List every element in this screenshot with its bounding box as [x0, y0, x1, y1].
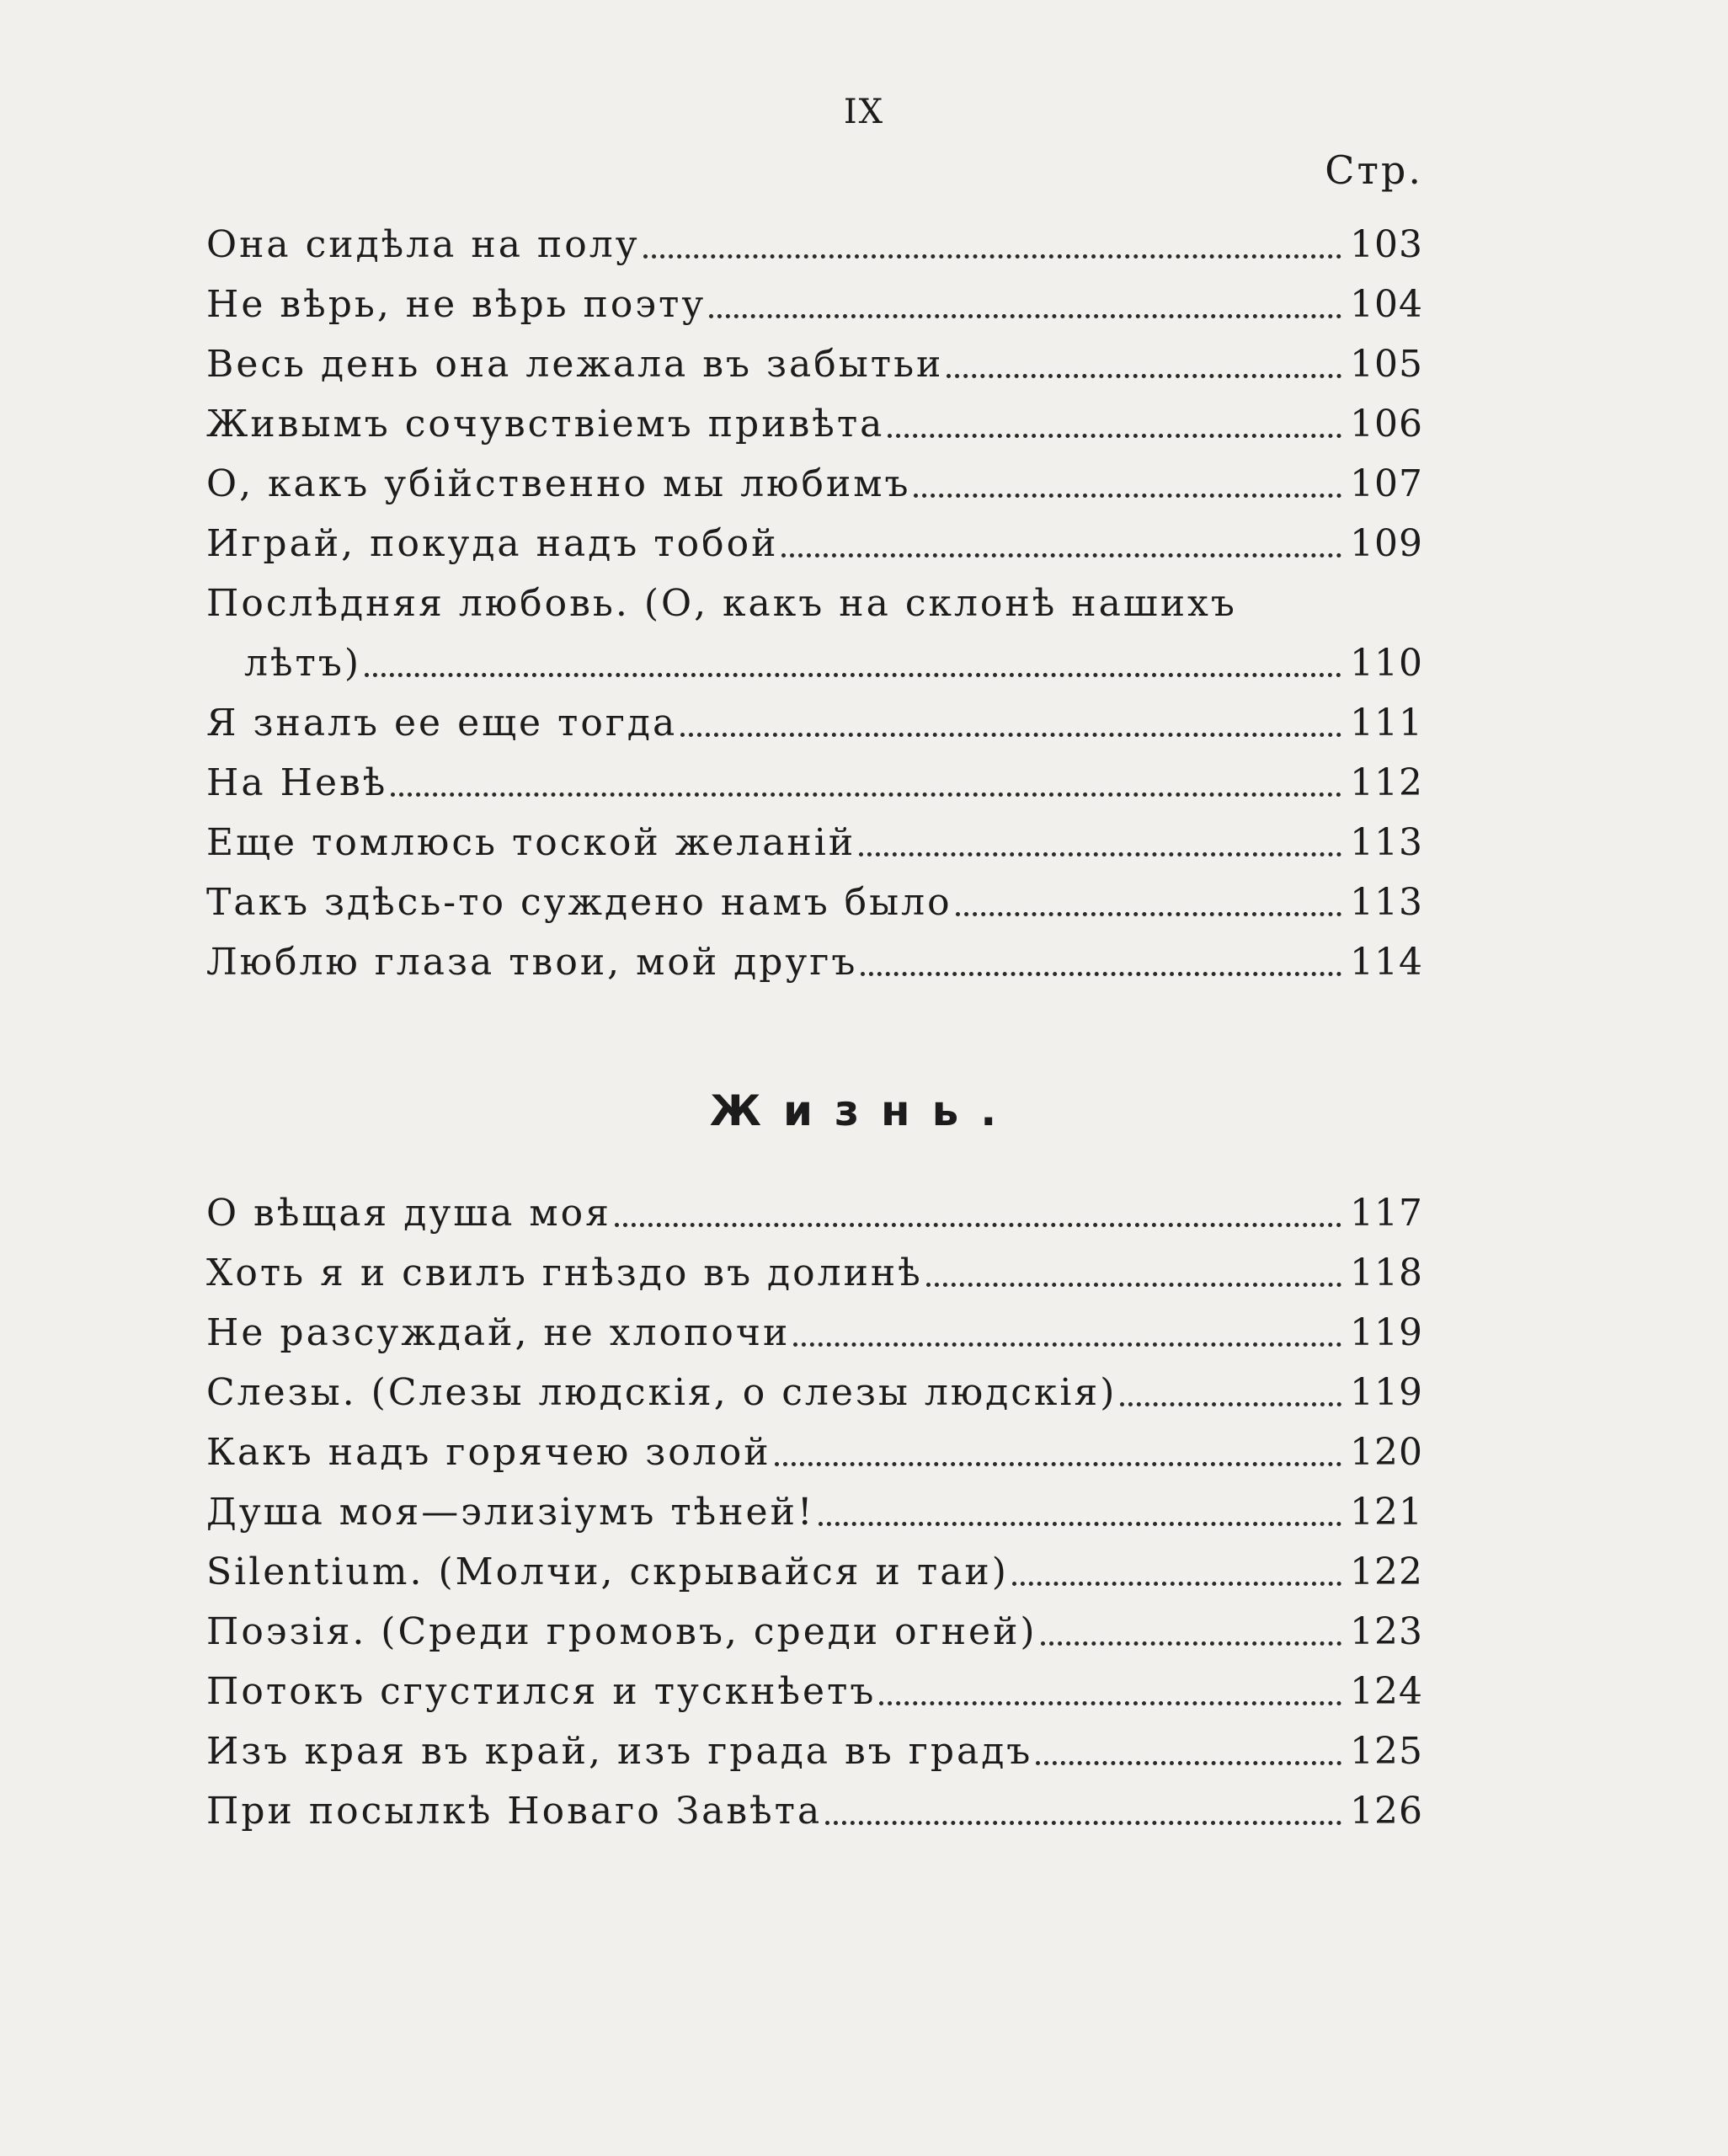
toc-entry-title: Изъ края въ край, изъ града въ градъ: [206, 1730, 1033, 1773]
toc-entry: [206, 682, 1423, 742]
toc-entry-page: 119: [1350, 1371, 1423, 1414]
toc-entry: [206, 802, 1423, 862]
dot-leader: [1120, 1402, 1341, 1406]
toc-entry-page: 126: [1350, 1790, 1423, 1833]
dot-leader: [775, 1462, 1341, 1466]
dot-leader: [947, 374, 1341, 378]
dot-leader: [781, 553, 1341, 558]
toc-entry-title: Silentium. (Молчи, скрывайся и таи): [206, 1550, 1009, 1593]
toc-entry-title: На Невѣ: [206, 761, 388, 804]
toc-entry-title: Поэзія. (Среди громовъ, среди огней): [206, 1610, 1037, 1653]
toc-entry-title: Такъ здѣсь-то суждено намъ было: [206, 881, 952, 924]
toc-entry-title: Я зналъ ее еще тогда: [206, 702, 678, 744]
toc-entry: [206, 1531, 1423, 1591]
toc-entry-page: 107: [1350, 462, 1423, 505]
dot-leader: [1036, 1761, 1341, 1765]
toc-entry-title-continuation: лѣтъ): [244, 642, 361, 685]
toc-entry: [206, 383, 1423, 446]
dot-leader: [861, 972, 1341, 976]
toc-entry-page: 112: [1350, 761, 1423, 804]
dot-leader: [793, 1342, 1341, 1347]
section-heading: Жизнь.: [709, 1086, 1019, 1135]
toc-entry: [206, 503, 1423, 563]
toc-entry: [206, 742, 1423, 802]
toc-entry: [206, 443, 1423, 503]
dot-leader: [643, 254, 1341, 259]
toc-entry-page: 111: [1350, 702, 1423, 744]
toc-entry-page: 110: [1350, 642, 1423, 685]
toc-entry-continuation: [206, 622, 1423, 685]
toc-entry: [206, 1292, 1423, 1352]
toc-entry-page: 113: [1350, 881, 1423, 924]
toc-entry-title: При посылкѣ Новаго Завѣта: [206, 1790, 823, 1833]
page-column-header: Стр.: [1325, 147, 1423, 193]
dot-leader: [888, 434, 1341, 438]
toc-entry-title: Еще томлюсь тоской желаній: [206, 821, 856, 864]
dot-leader: [956, 912, 1341, 916]
dot-leader: [680, 733, 1341, 737]
toc-entry: [206, 1412, 1423, 1474]
toc-entry: [206, 1651, 1423, 1713]
toc-entry-title: Душа моя—элизіумъ тѣней!: [206, 1491, 815, 1534]
toc-entry-title: Какъ надъ горячею золой: [206, 1431, 771, 1474]
dot-leader: [819, 1522, 1341, 1526]
toc-entry: [206, 1172, 1423, 1235]
toc-entry: [206, 1471, 1423, 1534]
toc-entry: [206, 1770, 1423, 1833]
toc-entry-title: Играй, покуда надъ тобой: [206, 522, 779, 565]
dot-leader: [1012, 1582, 1341, 1586]
contents-list-section-2: [206, 1172, 1423, 1833]
toc-entry: [206, 921, 1423, 984]
dot-leader: [365, 673, 1341, 677]
toc-entry-page: 123: [1350, 1610, 1423, 1653]
toc-entry: [206, 1710, 1423, 1773]
toc-entry-page: 120: [1350, 1431, 1423, 1474]
toc-entry: [206, 1591, 1423, 1651]
toc-entry: [206, 204, 1423, 264]
dot-leader: [615, 1223, 1341, 1227]
toc-entry-title: Слезы. (Слезы людскія, о слезы людскія): [206, 1371, 1117, 1414]
toc-entry-page: 121: [1350, 1491, 1423, 1534]
toc-entry-page: 118: [1350, 1251, 1423, 1294]
toc-entry-title: О вѣщая душа моя: [206, 1192, 611, 1235]
toc-entry-title: Весь день она лежала въ забытьи: [206, 343, 944, 386]
toc-entry-first-line: [206, 563, 1423, 625]
toc-entry-title: Хоть я и свилъ гнѣздо въ долинѣ: [206, 1251, 923, 1294]
toc-entry-page: 113: [1350, 821, 1423, 864]
page-number: IX: [843, 93, 885, 131]
toc-entry-page: 106: [1350, 403, 1423, 446]
dot-leader: [926, 1283, 1341, 1287]
toc-entry-page: 125: [1350, 1730, 1423, 1773]
toc-entry-title: Люблю глаза твои, мой другъ: [206, 941, 858, 984]
toc-entry-page: 117: [1350, 1192, 1423, 1235]
toc-entry-page: 109: [1350, 522, 1423, 565]
toc-entry-title: Живымъ сочувствіемъ привѣта: [206, 403, 885, 446]
toc-entry: [206, 1352, 1423, 1412]
toc-entry-title: Не разсуждай, не хлопочи: [206, 1311, 791, 1354]
toc-entry-title: Потокъ сгустился и тускнѣетъ: [206, 1670, 877, 1713]
toc-entry-page: 124: [1350, 1670, 1423, 1713]
toc-entry-title: Послѣдняя любовь. (О, какъ на склонѣ нашихъ: [206, 582, 1237, 625]
toc-entry-page: 122: [1350, 1550, 1423, 1593]
dot-leader: [391, 792, 1341, 797]
contents-list-section-1: [206, 204, 1423, 984]
toc-entry-page: 119: [1350, 1311, 1423, 1354]
toc-entry-page: 114: [1350, 941, 1423, 984]
toc-entry: [206, 264, 1423, 326]
toc-entry-page: 104: [1350, 283, 1423, 326]
toc-entry: [206, 323, 1423, 386]
toc-entry-title: О, какъ убійственно мы любимъ: [206, 462, 911, 505]
dot-leader: [1041, 1641, 1341, 1646]
toc-entry-title: Не вѣрь, не вѣрь поэту: [206, 283, 707, 326]
dot-leader: [709, 314, 1341, 318]
dot-leader: [879, 1701, 1341, 1705]
toc-entry-page: 105: [1350, 343, 1423, 386]
dot-leader: [825, 1821, 1341, 1825]
toc-entry-title: Она сидѣла на полу: [206, 223, 640, 266]
toc-entry: [206, 1232, 1423, 1292]
toc-entry-page: 103: [1350, 223, 1423, 266]
toc-entry: [206, 862, 1423, 924]
dot-leader: [859, 852, 1341, 857]
dot-leader: [914, 494, 1341, 498]
